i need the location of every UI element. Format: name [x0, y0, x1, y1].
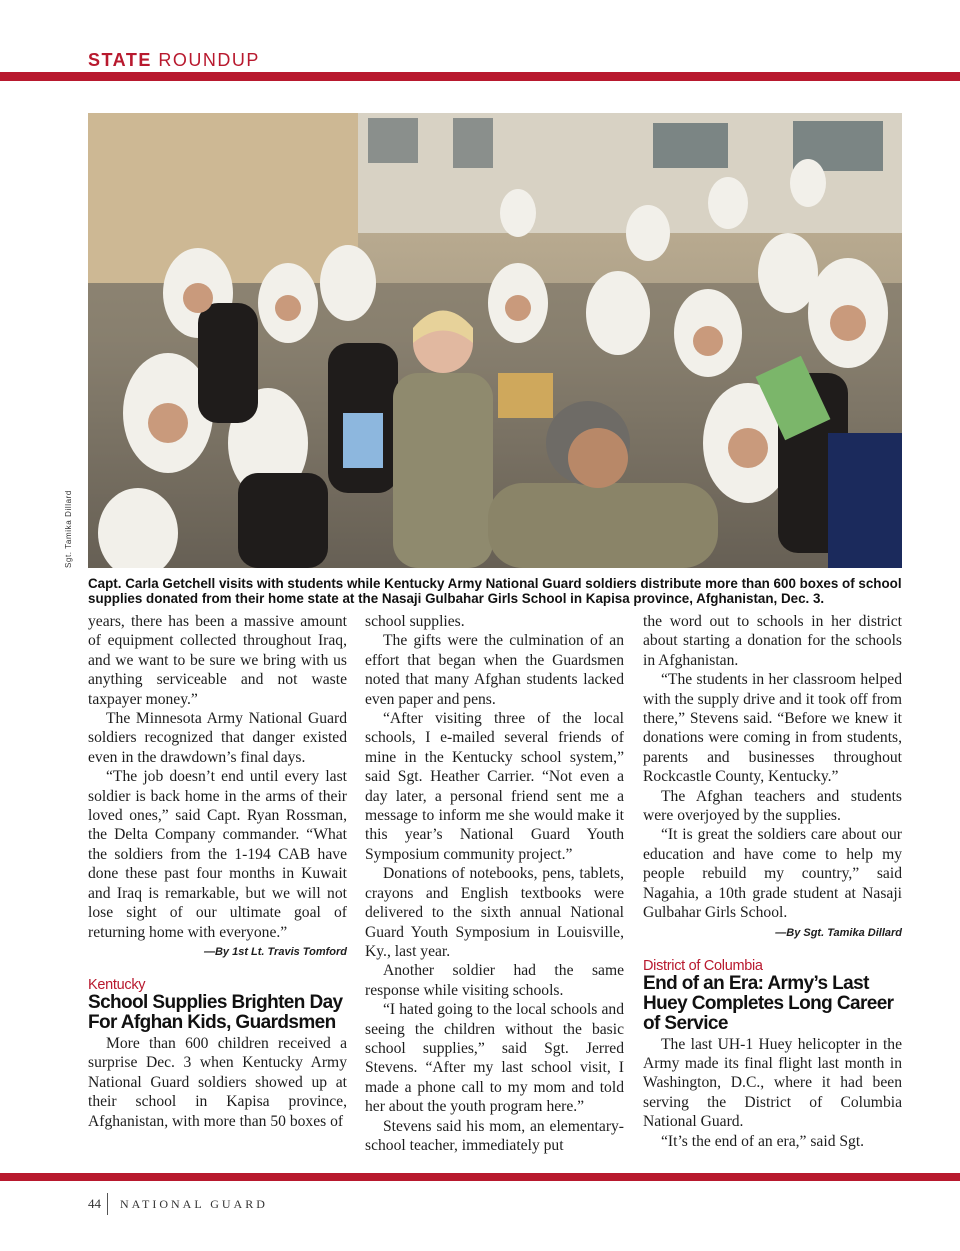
- page-footer: [88, 1193, 268, 1215]
- col3-paragraph: “The students in her classroom helped with the supply drive and it took off from there,” Stevens said. “Before we knew it donations were coming in from students, parents and businesses throughout Rockcastle County, Kentucky.”: [643, 671, 902, 786]
- col2-paragraph: school supplies.: [365, 613, 465, 630]
- section-header-rest: ROUNDUP: [158, 50, 260, 70]
- photo-caption: Capt. Carla Getchell visits with students while Kentucky Army National Guard soldiers distribute more than 600 boxes of school supplies donated from their home state at the Nasaji Gulbahar Girls School in Kapisa province, Afghanistan, Dec. 3.: [88, 576, 902, 606]
- story-kicker-kentucky: Kentucky: [88, 976, 146, 993]
- col2-paragraph: Donations of notebooks, pens, tablets, crayons and English textbooks were delivered to the sixth annual National Guard Youth Symposium in Louisville, Ky., last year.: [365, 865, 624, 960]
- section-header-strong: STATE: [88, 50, 152, 70]
- story-headline-huey: End of an Era: Army’s Last Huey Completes Long Career of Service: [643, 972, 894, 1034]
- photo-credit: Sgt. Tamika Dillard: [64, 490, 73, 568]
- col1-paragraph: years, there has been a massive amount of equipment collected throughout Iraq, and we want to be sure we bring with us anything serviceable and not waste taxpayer money.”: [88, 613, 347, 708]
- top-rule: [0, 72, 960, 81]
- col3-paragraph: The last UH-1 Huey helicopter in the Army made its final flight last month in Washington, D.C., where it had been serving the District of Columbia National Guard.: [643, 1035, 902, 1131]
- byline-dillard: —By Sgt. Tamika Dillard: [775, 926, 902, 939]
- column-2: [365, 612, 624, 1155]
- column-3: [643, 612, 902, 1151]
- photo-illustration: [88, 113, 902, 568]
- section-header: [88, 50, 260, 71]
- story-headline-school-supplies: School Supplies Brighten Day For Afghan Kids, Guardsmen: [88, 991, 343, 1033]
- story-kicker-dc: District of Columbia: [643, 957, 763, 974]
- col2-paragraph: The gifts were the culmination of an effort that began when the Guardsmen noted that many Afghan students lacked even paper and pens.: [365, 632, 624, 708]
- column-1: [88, 612, 347, 1131]
- col2-paragraph: Another soldier had the same response while visiting schools.: [365, 962, 624, 999]
- col3-paragraph: the word out to schools in her district about starting a donation for the schools in Afghanistan.: [643, 613, 902, 669]
- footer-divider: [107, 1193, 108, 1215]
- col2-paragraph: Stevens said his mom, an elementary-school teacher, immediately put: [365, 1117, 624, 1154]
- col1-paragraph: The Minnesota Army National Guard soldiers recognized that danger existed even in the drawdown’s final days.: [88, 710, 347, 766]
- article-photo: [88, 113, 902, 568]
- col3-paragraph: “It is great the soldiers care about our education and have come to help my people rebuild my country,” said Nagahia, a 10th grade student at Nasaji Gulbahar Girls School.: [643, 826, 902, 922]
- byline-tomford: —By 1st Lt. Travis Tomford: [203, 945, 347, 958]
- col1-paragraph: More than 600 children received a surprise Dec. 3 when Kentucky Army National Guard soldiers showed up at their school in Kapisa province, Afghanistan, with more than 50 boxes of: [88, 1034, 347, 1130]
- col3-paragraph: The Afghan teachers and students were overjoyed by the supplies.: [643, 787, 902, 825]
- col1-paragraph: “The job doesn’t end until every last soldier is back home in the arms of their loved ones,” said Capt. Ryan Rossman, the Delta Company commander. “What the soldiers from the 1-194 CAB have done these past four months in Kuwait and Iraq is remarkable, but we will not lose sight of our ultimate goal of returning home with everyone.”: [88, 768, 347, 941]
- col3-paragraph: “It’s the end of an era,” said Sgt.: [661, 1132, 865, 1150]
- bottom-rule: [0, 1173, 960, 1181]
- page-number: 44: [88, 1196, 101, 1211]
- magazine-name: NATIONAL GUARD: [120, 1196, 268, 1211]
- col2-paragraph: “I hated going to the local schools and seeing the children without the basic school supplies,” said Sgt. Jerred Stevens. “After my last school visit, I made a phone call to my mom and told her about the youth program here.”: [365, 1001, 624, 1116]
- col2-paragraph: “After visiting three of the local schools, I e-mailed several friends of mine in the Kentucky school system,” said Sgt. Heather Carrier. “Not even a day later, a personal friend sent me a message to inform me she would make it this year’s National Guard Youth Symposium community project.”: [365, 710, 624, 863]
